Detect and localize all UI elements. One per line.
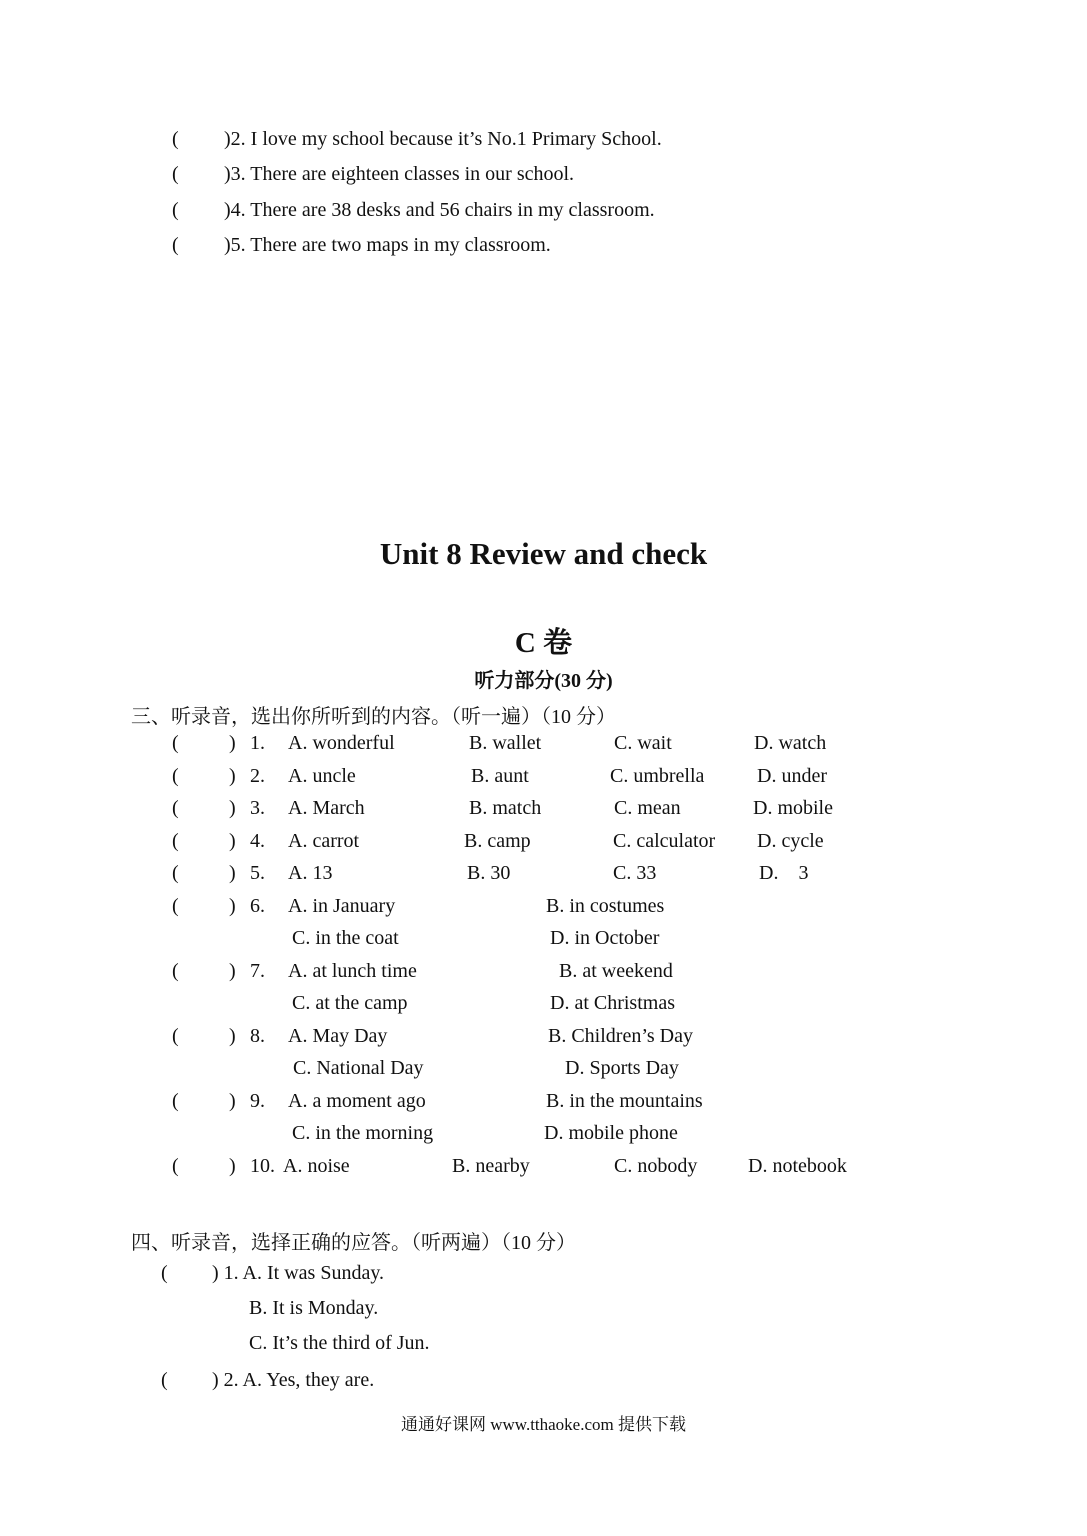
option-b: B. match (469, 797, 542, 819)
answer-paren: ( (172, 732, 179, 754)
answer-paren: ( (172, 1025, 179, 1047)
option-a: A. March (288, 797, 365, 819)
question-number: 8. (250, 1025, 265, 1047)
answer-paren-close: ) (229, 1025, 236, 1047)
answer-paren-close: ) (229, 732, 236, 754)
option-a: A. May Day (288, 1025, 388, 1047)
option-d: D. Sports Day (565, 1057, 679, 1079)
option-b: B. nearby (452, 1155, 530, 1177)
answer-paren: ( (172, 797, 179, 819)
option-b: B. aunt (471, 765, 529, 787)
option-c: C. nobody (614, 1155, 698, 1177)
answer-paren-close: ) (229, 765, 236, 787)
option-c: C. in the morning (292, 1122, 434, 1144)
option-a: A. in January (288, 895, 396, 917)
option-a: A. 13 (288, 862, 333, 884)
option-d: D. watch (754, 732, 827, 754)
option-c: C. in the coat (292, 927, 399, 949)
statement-text: )5. There are two maps in my classroom. (224, 234, 551, 256)
option-d: D. notebook (748, 1155, 847, 1177)
question-number: 6. (250, 895, 265, 917)
option-c: C. wait (614, 732, 672, 754)
option-b: B. 30 (467, 862, 511, 884)
statement-text: )2. I love my school because it’s No.1 Primary School. (224, 128, 662, 150)
answer-paren-close: ) (229, 895, 236, 917)
question-option-b: B. It is Monday. (249, 1297, 379, 1319)
answer-paren: ( (172, 1090, 179, 1112)
answer-paren-close: ) (229, 862, 236, 884)
question-number: 9. (250, 1090, 265, 1112)
option-b: B. at weekend (559, 960, 673, 982)
answer-paren: ( (161, 1262, 168, 1284)
option-d: D. cycle (757, 830, 824, 852)
question-option-c: C. It’s the third of Jun. (249, 1332, 430, 1354)
option-b: B. wallet (469, 732, 542, 754)
option-d: D. mobile phone (544, 1122, 678, 1144)
answer-paren: ( (172, 199, 179, 221)
option-d: D. mobile (753, 797, 833, 819)
question-number: 1. (250, 732, 265, 754)
answer-paren-close: ) (229, 1155, 236, 1177)
section-four-heading: 四、听录音，选择正确的应答。（听两遍）（10 分） (131, 1232, 576, 1254)
answer-paren: ( (172, 960, 179, 982)
question-number: 4. (250, 830, 265, 852)
option-c: C. 33 (613, 862, 657, 884)
option-a: A. uncle (288, 765, 356, 787)
question-option-a: ) 2. A. Yes, they are. (212, 1369, 375, 1391)
answer-paren: ( (172, 862, 179, 884)
option-b: B. in costumes (546, 895, 665, 917)
answer-paren: ( (172, 163, 179, 185)
answer-paren: ( (172, 765, 179, 787)
answer-paren: ( (172, 895, 179, 917)
option-d: D. under (757, 765, 827, 787)
option-a: A. carrot (288, 830, 360, 852)
answer-paren: ( (161, 1369, 168, 1391)
question-number: 2. (250, 765, 265, 787)
option-c: C. umbrella (610, 765, 705, 787)
question-number: 5. (250, 862, 265, 884)
answer-paren-close: ) (229, 960, 236, 982)
option-b: B. camp (464, 830, 531, 852)
paper-label: C 卷 (514, 627, 573, 659)
statement-text: )4. There are 38 desks and 56 chairs in my classroom. (224, 199, 655, 221)
statement-text: )3. There are eighteen classes in our school. (224, 163, 575, 185)
question-option-a: ) 1. A. It was Sunday. (212, 1262, 385, 1284)
option-a: A. noise (283, 1155, 350, 1177)
option-b: B. Children’s Day (548, 1025, 693, 1047)
listening-header: 听力部分(30 分) (474, 670, 613, 692)
answer-paren-close: ) (229, 1090, 236, 1112)
option-c: C. calculator (613, 830, 716, 852)
answer-paren: ( (172, 128, 179, 150)
page-title: Unit 8 Review and check (379, 536, 708, 571)
answer-paren: ( (172, 234, 179, 256)
option-d: D. in October (550, 927, 660, 949)
option-b: B. in the mountains (546, 1090, 703, 1112)
answer-paren-close: ) (229, 797, 236, 819)
question-number: 7. (250, 960, 265, 982)
answer-paren: ( (172, 830, 179, 852)
option-c: C. National Day (293, 1057, 424, 1079)
answer-paren-close: ) (229, 830, 236, 852)
option-c: C. at the camp (292, 992, 408, 1014)
option-a: A. a moment ago (288, 1090, 426, 1112)
question-number: 3. (250, 797, 265, 819)
option-c: C. mean (614, 797, 681, 819)
option-a: A. wonderful (288, 732, 395, 754)
page-footer: 通通好课网 www.tthaoke.com 提供下载 (400, 1415, 687, 1434)
option-a: A. at lunch time (288, 960, 417, 982)
option-d: D. at Christmas (550, 992, 675, 1014)
question-number: 10. (250, 1155, 275, 1177)
option-d: D. 3 (759, 862, 809, 884)
answer-paren: ( (172, 1155, 179, 1177)
section-three-heading: 三、听录音，选出你所听到的内容。（听一遍）（10 分） (131, 706, 616, 728)
